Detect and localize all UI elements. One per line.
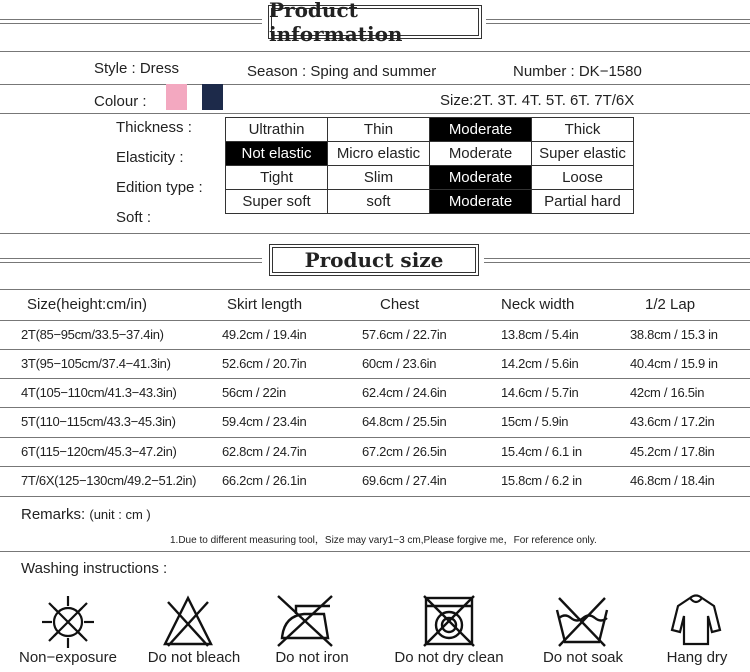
soft-label: Soft : (116, 209, 152, 226)
size-cell: 13.8cm / 5.4in (501, 327, 579, 342)
divider (0, 84, 750, 85)
size-cell: 69.6cm / 27.4in (362, 473, 447, 488)
size-column-header: 1/2 Lap (645, 296, 696, 313)
elasticity-option: Moderate (430, 142, 532, 166)
header-rule-right-2 (486, 23, 750, 24)
size-cell: 38.8cm / 15.3 in (630, 327, 718, 342)
size-cell: 46.8cm / 18.4in (630, 473, 715, 488)
size-cell: 57.6cm / 22.7in (362, 327, 447, 342)
divider (0, 51, 750, 52)
pink-swatch[interactable] (166, 84, 187, 110)
size-cell: 49.2cm / 19.4in (222, 327, 307, 342)
row-divider (0, 349, 750, 350)
thickness-option: Ultrathin (226, 118, 328, 142)
row-divider (0, 378, 750, 379)
non-exposure-icon (40, 594, 96, 650)
size-cell: 67.2cm / 26.5in (362, 444, 447, 459)
style-label: Style : Dress (94, 60, 180, 77)
colour-label: Colour : (94, 93, 147, 110)
divider (0, 233, 750, 234)
size-cell: 4T(105−110cm/41.3−43.3in) (21, 385, 177, 400)
size-cell: 14.2cm / 5.6in (501, 356, 579, 371)
edition-type-option: Moderate (430, 166, 532, 190)
size-column-header: Skirt length (227, 296, 303, 313)
size-cell: 62.4cm / 24.6in (362, 385, 447, 400)
size-label: Size:2T. 3T. 4T. 5T. 6T. 7T/6X (440, 92, 635, 109)
no-dry-clean-label: Do not dry clean (394, 649, 504, 666)
thickness-option: Moderate (430, 118, 532, 142)
washing-title: Washing instructions : (21, 560, 168, 577)
elasticity-option: Micro elastic (328, 142, 430, 166)
row-divider (0, 320, 750, 321)
size-cell: 52.6cm / 20.7in (222, 356, 307, 371)
thickness-option: Thin (328, 118, 430, 142)
size-cell: 64.8cm / 25.5in (362, 414, 447, 429)
no-bleach-icon (162, 594, 214, 648)
header-rule-left-2 (0, 23, 262, 24)
size-cell: 42cm / 16.5in (630, 385, 705, 400)
soft-option: Moderate (430, 190, 532, 214)
size-cell: 15.8cm / 6.2 in (501, 473, 582, 488)
attribute-table (225, 117, 634, 214)
no-iron-icon (274, 592, 336, 648)
product-information-title: Product information (268, 5, 482, 39)
size-column-header: Chest (380, 296, 420, 313)
divider (0, 289, 750, 290)
size-cell: 15cm / 5.9in (501, 414, 569, 429)
soft-option: Partial hard (532, 190, 634, 214)
no-dry-clean-icon (422, 594, 476, 648)
no-iron-label: Do not iron (275, 649, 349, 666)
size-cell: 40.4cm / 15.9 in (630, 356, 718, 371)
edition-type-option: Tight (226, 166, 328, 190)
elasticity-label: Elasticity : (116, 149, 184, 166)
header-rule-right (486, 19, 750, 20)
divider (0, 113, 750, 114)
header-rule-left (0, 19, 262, 20)
product-size-title: Product size (269, 244, 479, 276)
header-rule-left-2 (0, 262, 262, 263)
navy-swatch[interactable] (202, 84, 223, 110)
row-divider (0, 496, 750, 497)
edition-type-option: Loose (532, 166, 634, 190)
elasticity-option: Super elastic (532, 142, 634, 166)
size-cell: 59.4cm / 23.4in (222, 414, 307, 429)
edition-type-row (226, 166, 634, 190)
size-cell: 5T(110−115cm/43.3−45.3in) (21, 414, 176, 429)
number-label: Number : DK−1580 (513, 63, 642, 80)
soft-row (226, 190, 634, 214)
size-column-header: Neck width (501, 296, 575, 313)
size-column-header: Size(height:cm/in) (27, 296, 148, 313)
thickness-option: Thick (532, 118, 634, 142)
size-cell: 2T(85−95cm/33.5−37.4in) (21, 327, 164, 342)
season-label: Season : Sping and summer (247, 63, 437, 80)
row-divider (0, 437, 750, 438)
size-cell: 56cm / 22in (222, 385, 286, 400)
row-divider (0, 466, 750, 467)
edition-type-label: Edition type : (116, 179, 203, 196)
size-cell: 66.2cm / 26.1in (222, 473, 307, 488)
remarks-note: 1.Due to different measuring tool，Size may vary1−3 cm,Please forgive me，For reference only. (170, 535, 597, 546)
no-bleach-label: Do not bleach (147, 649, 241, 666)
size-cell: 7T/6X(125−130cm/49.2−51.2in) (21, 473, 197, 488)
thickness-label: Thickness : (116, 119, 192, 136)
size-cell: 14.6cm / 5.7in (501, 385, 579, 400)
soft-option: soft (328, 190, 430, 214)
remarks-label (21, 506, 151, 523)
hang-dry-icon (668, 592, 724, 648)
header-rule-left (0, 258, 262, 259)
header-rule-right-2 (484, 262, 750, 263)
edition-type-option: Slim (328, 166, 430, 190)
size-cell: 45.2cm / 17.8in (630, 444, 715, 459)
soft-option: Super soft (226, 190, 328, 214)
row-divider (0, 407, 750, 408)
size-cell: 43.6cm / 17.2in (630, 414, 715, 429)
remarks-title: Remarks: (21, 506, 86, 523)
header-rule-right (484, 258, 750, 259)
size-cell: 15.4cm / 6.1 in (501, 444, 582, 459)
size-cell: 60cm / 23.6in (362, 356, 437, 371)
non-exposure-label: Non−exposure (19, 649, 117, 666)
elasticity-option: Not elastic (226, 142, 328, 166)
size-cell: 62.8cm / 24.7in (222, 444, 307, 459)
size-cell: 6T(115−120cm/45.3−47.2in) (21, 444, 177, 459)
divider (0, 551, 750, 552)
elasticity-row (226, 142, 634, 166)
hang-dry-label: Hang dry (666, 649, 728, 666)
size-cell: 3T(95−105cm/37.4−41.3in) (21, 356, 171, 371)
no-soak-label: Do not soak (542, 649, 624, 666)
remarks-unit: (unit : cm ) (89, 507, 151, 522)
thickness-row (226, 118, 634, 142)
no-soak-icon (553, 594, 611, 648)
